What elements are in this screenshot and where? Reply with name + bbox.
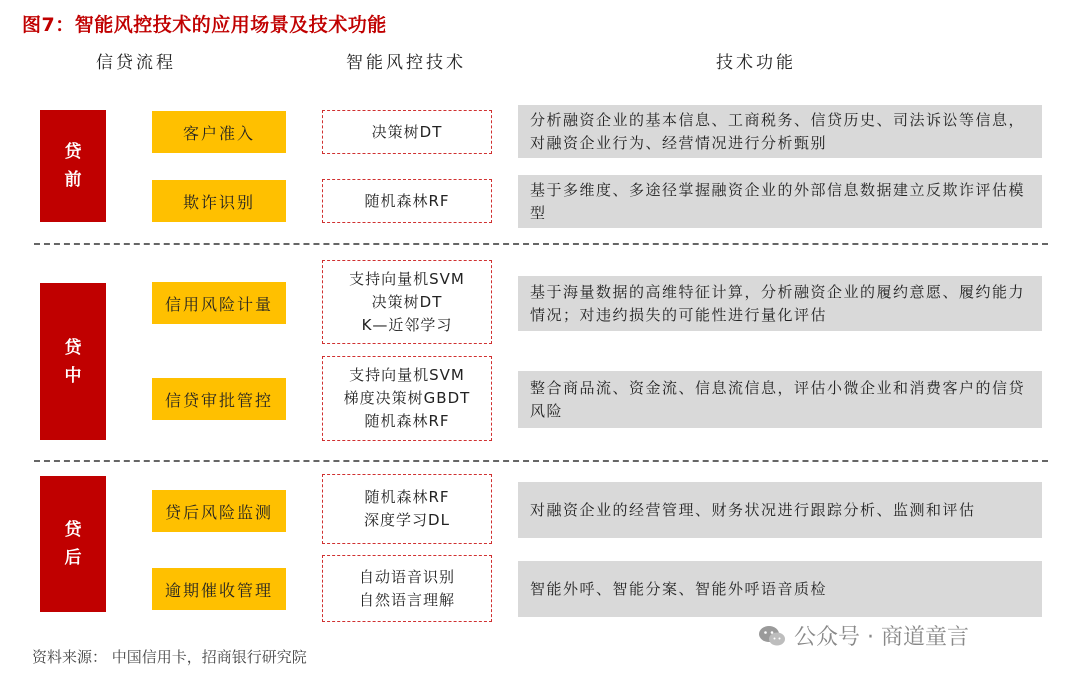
stage-label: 贷后 [64, 520, 82, 568]
function-box: 基于多维度、多途径掌握融资企业的外部信息数据建立反欺诈评估模型 [518, 175, 1042, 228]
source-note: 资料来源： 中国信用卡，招商银行研究院 [32, 648, 307, 666]
stage-box-pre-loan [40, 110, 106, 222]
column-header-process: 信贷流程 [96, 53, 176, 73]
stage-label: 贷中 [64, 337, 82, 386]
process-box: 信用风险计量 [152, 282, 286, 324]
tech-item: 决策树DT [371, 122, 443, 141]
tech-box [322, 555, 492, 622]
process-box: 信贷审批管控 [152, 378, 286, 420]
watermark-text: 公众号 · 商道童言 [794, 625, 969, 650]
function-box: 分析融资企业的基本信息、工商税务、信贷历史、司法诉讼等信息，对融资企业行为、经营情况进行分析甄别 [518, 105, 1042, 158]
process-box: 贷后风险监测 [152, 490, 286, 532]
tech-item: 深度学习DL [364, 511, 450, 529]
function-box: 智能外呼、智能分案、智能外呼语音质检 [518, 561, 1042, 617]
tech-item: 随机森林RF [364, 488, 450, 506]
wechat-icon [758, 624, 786, 648]
tech-item: 支持向量机SVM [349, 269, 465, 288]
function-box: 基于海量数据的高维特征计算，分析融资企业的履约意愿、履约能力情况；对违约损失的可能性进行量化评估 [518, 276, 1042, 331]
tech-box [322, 356, 492, 441]
process-box: 逾期催收管理 [152, 568, 286, 610]
tech-item: 支持向量机SVM [349, 366, 465, 384]
function-box: 对融资企业的经营管理、财务状况进行跟踪分析、监测和评估 [518, 482, 1042, 538]
column-header-function: 技术功能 [716, 53, 796, 73]
function-box: 整合商品流、资金流、信息流信息，评估小微企业和消费客户的信贷风险 [518, 371, 1042, 428]
tech-box [322, 179, 492, 223]
tech-item: K—近邻学习 [361, 315, 453, 334]
section-divider [34, 460, 1048, 462]
tech-item: 自动语音识别 [358, 567, 455, 586]
process-box: 欺诈识别 [152, 180, 286, 222]
section-divider [34, 243, 1048, 245]
process-box: 客户准入 [152, 111, 286, 153]
stage-box-post-loan [40, 476, 106, 612]
watermark [758, 620, 969, 651]
tech-item: 随机森林RF [364, 412, 450, 430]
tech-item: 梯度决策树GBDT [343, 389, 471, 407]
figure-title: 图7：智能风控技术的应用场景及技术功能 [22, 14, 387, 36]
tech-box [322, 260, 492, 344]
tech-item: 随机森林RF [364, 191, 450, 210]
stage-label: 贷前 [64, 142, 82, 190]
tech-box [322, 474, 492, 544]
column-header-tech: 智能风控技术 [346, 53, 466, 73]
stage-box-mid-loan [40, 283, 106, 440]
tech-box [322, 110, 492, 154]
tech-item: 自然语言理解 [358, 590, 455, 609]
tech-item: 决策树DT [371, 292, 443, 311]
